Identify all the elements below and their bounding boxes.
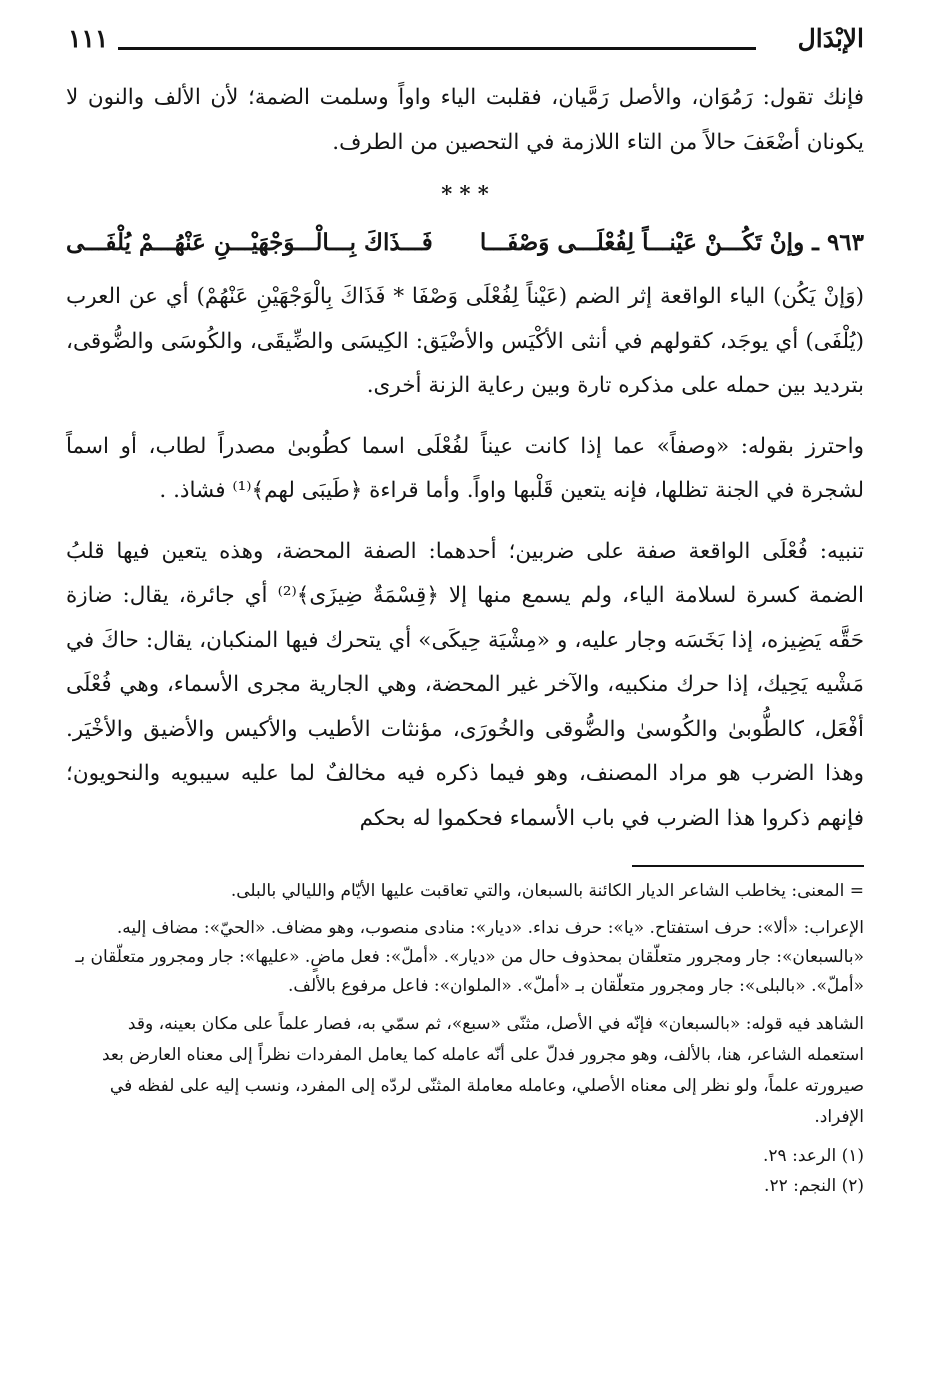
header-rule [118, 47, 756, 50]
footnote-ref-1: (١) الرعد: ٢٩. [763, 1146, 864, 1166]
verse-hemistich-first: ٩٦٣ ـ وإنْ تَكُـــنْ عَيْنـــاً لِفُعْلَـــى وَصْفَـــا [479, 229, 864, 256]
verse-hemistich-second: فَـــذَاكَ بِـــالْـــوَجْهَيْـــنِ عَنْهُـــمْ يُلْفَـــى [66, 229, 433, 256]
page-number: ١١١ [68, 24, 109, 53]
running-header [66, 20, 864, 76]
chapter-title: الإبْدَال [797, 24, 864, 53]
footnote-meaning: = المعنى: يخاطب الشاعر الديار الكائنة بالسبعان، والتي تعاقبت عليها الأيّام والليالي بالبلى. [230, 881, 864, 901]
footnote-ref-2: (٢) النجم: ٢٢. [764, 1176, 864, 1196]
commentary-paragraph-2: واحترز بقوله: «وصفاً» عما إذا كانت عيناً لفُعْلَى اسما كطُوبىٰ مصدراً لطاب، أو اسماً لشجرة في الجنة تظلها، فإنه يتعين قَلْبها واواً. وأما قراءة ﴿طَيبَى لهم﴾⁽¹⁾ فشاذ. . [66, 433, 864, 503]
footnote-rule [632, 865, 864, 867]
main-text [66, 76, 864, 841]
commentary-paragraph-tanbih: تنبيه: فُعْلَى الواقعة صفة على ضربين؛ أحدهما: الصفة المحضة، وهذه يتعين فيها قلبُ الضمة كسرة لسلامة الياء، ولم يسمع منها إلا ﴿قِسْمَةٌ ضِيزَى﴾⁽²⁾ أي جائرة، يقال: ضازة حَقَّه يَضِيزه، إذا بَخَسَه وجار عليه، و «مِشْيَة حِيكَى» أي يتحرك فيها المنكبان، يقال: حاكَ في مَشْيه يَحِيك، إذا حرك منكبيه، والآخر غير المحضة، وهي الجارية مجرى الأسماء، وهي فُعْلَى أفْعَل، كالطُّوبىٰ والكُوسىٰ والضُّوقى والخُورَى، مؤنثات الأطيب والأكيس والأضيق والأخْيَر. وهذا الضرب هو مراد المصنف، وهو فيما ذكره فيه مخالفٌ لما عليه سيبويه والنحويون؛ فإنهم ذكروا هذا الضرب في باب الأسماء فحكموا له بحكم [66, 538, 864, 831]
footnotes [66, 877, 864, 1201]
paragraph-intro: فإنك تقول: رَمُوَان، والأصل رَمَّيان، فقلبت الياء واواً وسلمت الضمة؛ لأن الألف والنون لا يكونان أضْعَفَ حالاً من التاء اللازمة في التحصين من الطرف. [66, 85, 864, 155]
footnote-shahid: الشاهد فيه قوله: «بالسبعان» فإنّه في الأصل، مثنّى «سبع»، ثم سمّي به، فصار علماً على مكان بعينه، وقد استعمله الشاعر، هنا، بالألف، وهو مجرور فدلّ على أنّه عامله كما يعامل المفردات نظراً إلى معناه العارض بعد صيرورته علماً، ولو نظر إلى معناه الأصلي، وعامله معاملة المثنّى لردّه إلى المفرد، ونسب إليه على لفظه في الإفراد. [101, 1014, 864, 1127]
section-separator: * * * [441, 181, 489, 206]
footnote-i3rab: الإعراب: «ألا»: حرف استفتاح. «يا»: حرف نداء. «ديار»: منادى منصوب، وهو مضاف. «الحيّ»: مضاف إليه. «بالسبعان»: جار ومجرور متعلّقان بمحذوف حال من «ديار». «أملّ»: فعل ماضٍ. «عليها»: جار ومجرور متعلّقان بـ «أملّ». «بالبلى»: جار ومجرور متعلّقان بـ «أملّ». «الملوان»: فاعل مرفوع بالألف. [75, 918, 864, 996]
commentary-paragraph-1: (وَإنْ يَكُن) الياء الواقعة إثر الضم (عَيْناً لِفُعْلَى وَصْفَا * فَذَاكَ بِالْوَجْهَيْنِ عَنْهُمْ) أي عن العرب (يُلْفَى) أي يوجَد، كقولهم في أنثى الأكْيَس والأضْيَق: الكِيسَى والضِّيقَى، والكُوسَى والضُّوقى، بترديد بين حمله على مذكره تارة وبين رعاية الزنة أخرى. [66, 284, 864, 398]
verse-963 [66, 217, 864, 269]
